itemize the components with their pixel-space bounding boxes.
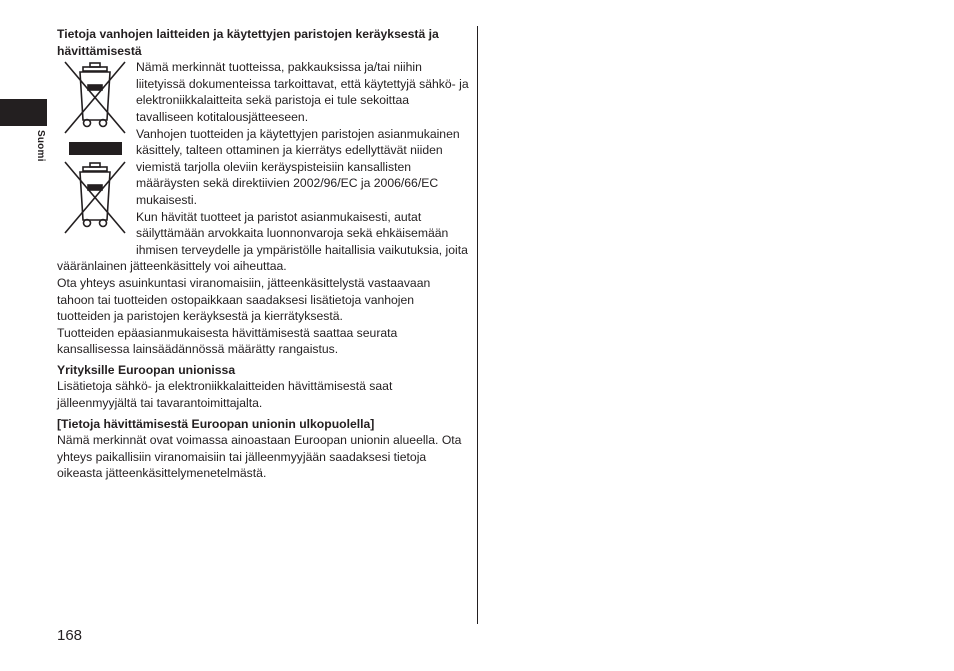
separate-collection-bar: [69, 142, 122, 155]
weee-symbols: [57, 60, 134, 245]
paragraph-penalty: Tuotteiden epäasianmukaisesta hävittämisestä saattaa seurata kansallisessa lainsäädännössä määrätty rangaistus.: [57, 325, 398, 357]
language-label: Suomi: [35, 130, 46, 162]
column-divider: [477, 26, 478, 624]
disposal-heading: Tietoja vanhojen laitteiden ja käytettyjen paristojen keräyksestä ja hävittämisestä: [57, 27, 439, 58]
section-eu-heading: Yrityksille Euroopan unionissa: [57, 362, 236, 377]
section-outside-eu-heading: [Tietoja hävittämisestä Euroopan unionin ulkopuolella]: [57, 416, 375, 431]
paragraph-collection: Vanhojen tuotteiden ja käytettyjen paristojen asianmukainen käsittely, talteen ottaminen ja kierrätys edellyttävät niiden viemistä tarjolla oleviin keräyspisteisiin kansallisten määräysten sekä direktiivien 2002/96/EC ja 2006/66/EC mukaisesti.: [136, 126, 460, 207]
crossed-out-wheelie-bin-icon: [63, 60, 127, 135]
paragraph-symbols-meaning: Nämä merkinnät tuotteissa, pakkauksissa ja/tai niihin liitetyissä dokumenteissa tarkoittavat, että käytettyjä sähkö- ja elektroniikkalaitteita sekä paristoja ei tule sekoittaa tavalliseen kotitalousjätteeseen.: [136, 60, 469, 124]
section-eu-body: Lisätietoja sähkö- ja elektroniikkalaitteiden hävittämisestä saat jälleenmyyjältä tai tavarantoimittajalta.: [57, 379, 393, 411]
paragraph-resources: Kun hävität tuotteet ja paristot asianmukaisesti, autat säilyttämään arvokkaita luonnonvaroja sekä ehkäisemään ihmisen terveydelle ja ympäristölle haitallisia vaikutuksia, joita vääränlainen jätteenkäsittely voi aiheuttaa.: [57, 209, 468, 274]
crossed-out-wheelie-bin-battery-icon: [63, 160, 127, 235]
section-outside-eu-body: Nämä merkinnät ovat voimassa ainoastaan Euroopan unionin alueella. Ota yhteys paikallisiin viranomaisiin tai jälleenmyyjään saadaksesi tietoja oikeasta jätteenkäsittelymenetelmästä.: [57, 433, 462, 481]
paragraph-contact: Ota yhteys asuinkuntasi viranomaisiin, jätteenkäsittelystä vastaavaan tahoon tai tuotteiden ostopaikkaan saadaksesi lisätietoja vanhojen tuotteiden ja paristojen keräyksestä ja kierrätyksestä.: [57, 275, 431, 324]
disposal-info-column: [57, 26, 469, 482]
language-tab-marker: [0, 99, 47, 126]
page-number: 168: [57, 627, 83, 644]
